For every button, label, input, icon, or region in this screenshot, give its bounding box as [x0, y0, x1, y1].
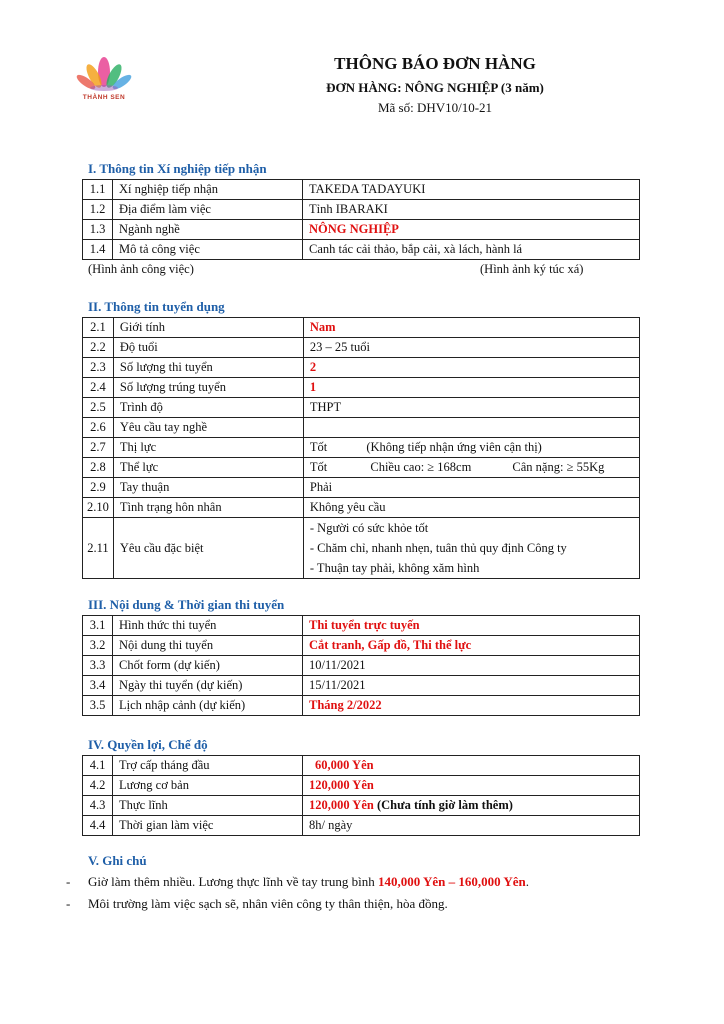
- row-number: 2.7: [83, 438, 114, 458]
- row-label: Hình thức thi tuyển: [113, 616, 303, 636]
- table-row: [83, 756, 640, 776]
- row-label: Ngày thi tuyển (dự kiến): [113, 676, 303, 696]
- row-value: THPT: [303, 398, 639, 418]
- table-row: [83, 676, 640, 696]
- row-number: 2.11: [83, 518, 114, 579]
- row-number: 2.5: [83, 398, 114, 418]
- row-value: 60,000 Yên: [303, 756, 640, 776]
- document-subtitle: ĐƠN HÀNG: NÔNG NGHIỆP (3 năm): [326, 80, 544, 95]
- row-number: 4.4: [83, 816, 113, 836]
- row-number: 2.6: [83, 418, 114, 438]
- section2-title: II. Thông tin tuyển dụng: [88, 299, 225, 314]
- row-label: Thể lực: [113, 458, 303, 478]
- row-number: 2.3: [83, 358, 114, 378]
- row-value: 23 – 25 tuổi: [303, 338, 639, 358]
- table-row: [83, 776, 640, 796]
- row-label: Lịch nhập cảnh (dự kiến): [113, 696, 303, 716]
- table-row: [83, 240, 640, 260]
- row-label: Lương cơ bản: [113, 776, 303, 796]
- requirement-line: - Chăm chỉ, nhanh nhẹn, tuân thủ quy định Công ty: [309, 541, 567, 555]
- section4-title: IV. Quyền lợi, Chế độ: [88, 737, 208, 752]
- requirement-line: - Thuận tay phải, không xăm hình: [309, 561, 480, 575]
- table-row: [83, 358, 640, 378]
- net-salary-note: (Chưa tính giờ làm thêm): [376, 798, 513, 812]
- table-row: [83, 796, 640, 816]
- row-label: Tình trạng hôn nhân: [113, 498, 303, 518]
- row-value: 15/11/2021: [303, 676, 640, 696]
- height-requirement: Chiều cao: ≥ 168cm: [370, 460, 472, 474]
- table-row: [83, 338, 640, 358]
- row-value: Tỉnh IBARAKI: [303, 200, 640, 220]
- row-value: Cắt tranh, Gấp đồ, Thi thể lực: [303, 636, 640, 656]
- table-row: [83, 498, 640, 518]
- row-label: Thị lực: [113, 438, 303, 458]
- row-label: Mô tả công việc: [113, 240, 303, 260]
- row-label: Số lượng thi tuyển: [113, 358, 303, 378]
- table-row: [83, 318, 640, 338]
- row-number: 4.1: [83, 756, 113, 776]
- table-row: [83, 636, 640, 656]
- row-number: 2.2: [83, 338, 114, 358]
- note-environment: Môi trường làm việc sạch sẽ, nhân viên công ty thân thiện, hòa đồng.: [88, 896, 448, 911]
- row-number: 4.2: [83, 776, 113, 796]
- row-label: Ngành nghề: [113, 220, 303, 240]
- net-salary-value: 120,000 Yên: [309, 798, 374, 812]
- note-overtime: [88, 874, 529, 890]
- row-label: Xí nghiệp tiếp nhận: [113, 180, 303, 200]
- row-label: Trợ cấp tháng đầu: [113, 756, 303, 776]
- row-label: Nội dung thi tuyển: [113, 636, 303, 656]
- row-number: 3.1: [83, 616, 113, 636]
- row-number: 2.10: [83, 498, 114, 518]
- row-number: 2.1: [83, 318, 114, 338]
- row-value: Canh tác cải thảo, bắp cải, xà lách, hành lá: [303, 240, 640, 260]
- row-number: 2.4: [83, 378, 114, 398]
- row-number: 4.3: [83, 796, 113, 816]
- note-overtime-highlight: 140,000 Yên – 160,000 Yên: [377, 874, 526, 889]
- row-number: 3.5: [83, 696, 113, 716]
- row-number: 1.4: [83, 240, 113, 260]
- row-value: [303, 796, 640, 816]
- row-number: 3.2: [83, 636, 113, 656]
- table-row: [83, 398, 640, 418]
- eyesight-value: Tốt: [309, 440, 328, 454]
- row-number: 1.1: [83, 180, 113, 200]
- row-number: 1.2: [83, 200, 113, 220]
- row-label: Số lượng trúng tuyển: [113, 378, 303, 398]
- row-number: 2.8: [83, 458, 114, 478]
- table-row: [83, 616, 640, 636]
- row-value: 1: [303, 378, 639, 398]
- row-label: Chốt form (dự kiến): [113, 656, 303, 676]
- bullet-dash: -: [66, 896, 71, 911]
- section1-title: I. Thông tin Xí nghiệp tiếp nhận: [88, 161, 267, 176]
- physical-value: Tốt: [309, 460, 328, 474]
- row-value: 120,000 Yên: [303, 776, 640, 796]
- row-value: 8h/ ngày: [303, 816, 640, 836]
- eyesight-note: (Không tiếp nhận ứng viên cận thị): [366, 440, 542, 454]
- logo-text: THÀNH SEN: [82, 94, 126, 101]
- section4-table: [82, 755, 640, 836]
- note-overtime-suffix: .: [525, 874, 530, 889]
- note-overtime-prefix: Giờ làm thêm nhiều. Lương thực lĩnh về tay trung bình: [88, 874, 378, 889]
- row-value: 10/11/2021: [303, 656, 640, 676]
- table-row: [83, 696, 640, 716]
- row-value: Nam: [303, 318, 639, 338]
- work-image-caption: (Hình ảnh công việc): [88, 262, 194, 276]
- row-number: 2.9: [83, 478, 114, 498]
- weight-requirement: Cân nặng: ≥ 55Kg: [512, 460, 605, 474]
- row-number: 3.3: [83, 656, 113, 676]
- table-row: [83, 816, 640, 836]
- table-row: [83, 418, 640, 438]
- dorm-image-caption: (Hình ảnh ký túc xá): [480, 262, 584, 276]
- table-row: [83, 220, 640, 240]
- section3-title: III. Nội dung & Thời gian thi tuyển: [88, 597, 285, 612]
- document-title: THÔNG BÁO ĐƠN HÀNG: [334, 54, 536, 73]
- table-row: [83, 180, 640, 200]
- row-number: 3.4: [83, 676, 113, 696]
- row-label: Thời gian làm việc: [113, 816, 303, 836]
- row-value: [303, 518, 639, 579]
- row-value: TAKEDA TADAYUKI: [303, 180, 640, 200]
- row-label: Độ tuổi: [113, 338, 303, 358]
- document-code: Mã số: DHV10/10-21: [377, 100, 493, 115]
- row-label: Giới tính: [113, 318, 303, 338]
- row-value: Phải: [303, 478, 639, 498]
- row-label: Yêu cầu tay nghề: [113, 418, 303, 438]
- row-value: [303, 438, 639, 458]
- table-row: [83, 378, 640, 398]
- table-row: [83, 656, 640, 676]
- row-label: Yêu cầu đặc biệt: [113, 518, 303, 579]
- row-label: Địa điểm làm việc: [113, 200, 303, 220]
- section5-title: V. Ghi chú: [88, 853, 147, 868]
- row-label: Trình độ: [113, 398, 303, 418]
- table-row: [83, 458, 640, 478]
- bullet-dash: -: [66, 874, 71, 889]
- table-row: [83, 518, 640, 579]
- section3-table: [82, 615, 640, 716]
- row-value: 2: [303, 358, 639, 378]
- table-row: [83, 438, 640, 458]
- row-value: Thi tuyển trực tuyến: [303, 616, 640, 636]
- table-row: [83, 200, 640, 220]
- row-label: Tay thuận: [113, 478, 303, 498]
- row-value: [303, 458, 639, 478]
- row-label: Thực lĩnh: [113, 796, 303, 816]
- table-row: [83, 478, 640, 498]
- section2-table: [82, 317, 640, 579]
- row-value: NÔNG NGHIỆP: [303, 220, 640, 240]
- row-value: Tháng 2/2022: [303, 696, 640, 716]
- row-value: Không yêu cầu: [303, 498, 639, 518]
- section1-table: [82, 179, 640, 260]
- requirement-line: - Người có sức khỏe tốt: [309, 521, 429, 535]
- row-number: 1.3: [83, 220, 113, 240]
- row-value: [303, 418, 639, 438]
